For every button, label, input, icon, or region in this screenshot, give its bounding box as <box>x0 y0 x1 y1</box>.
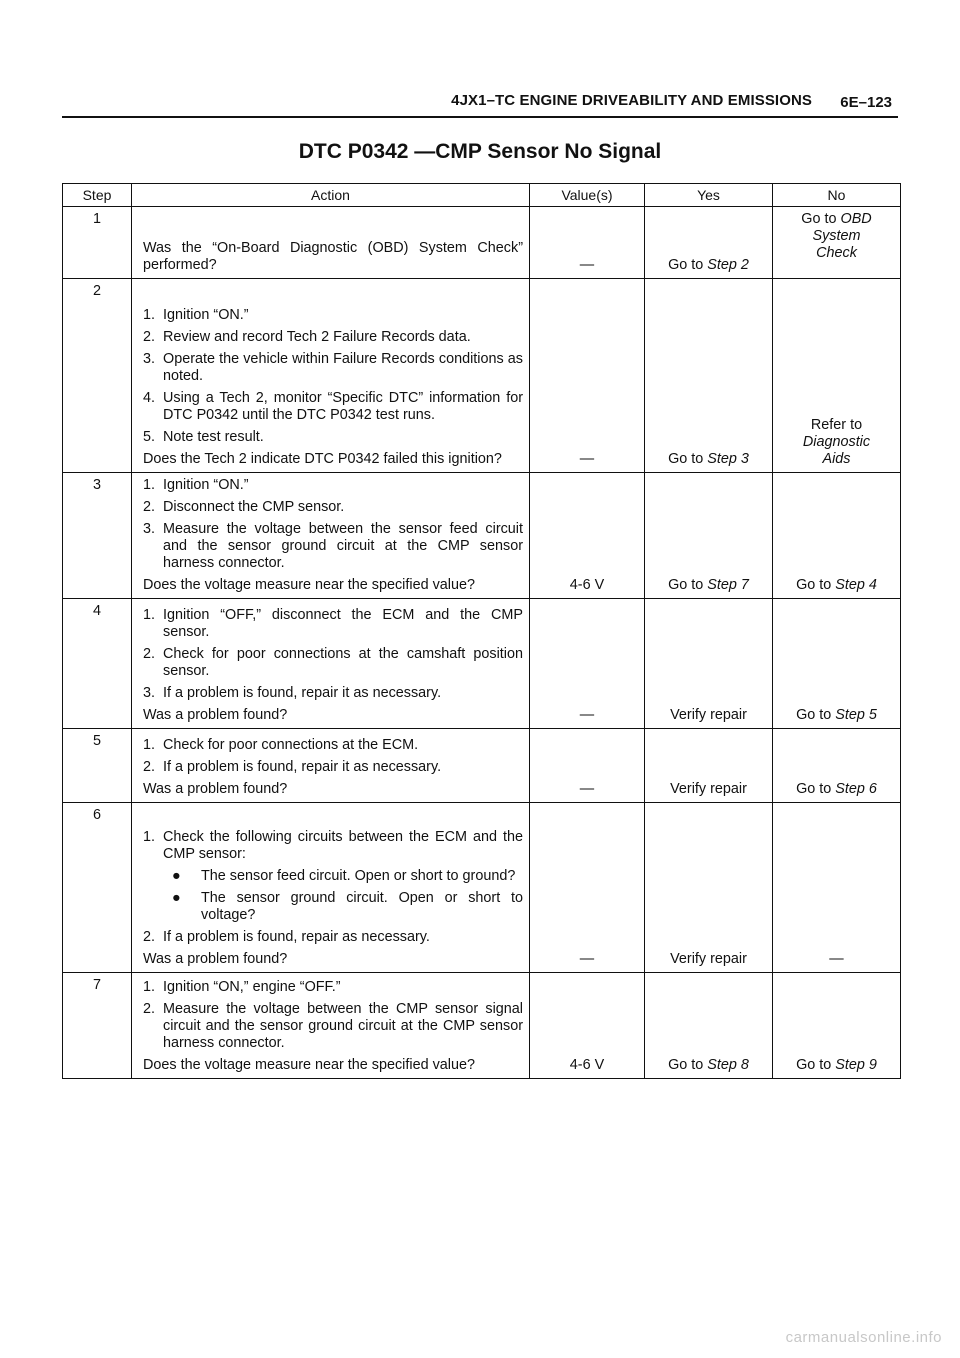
action-cell <box>132 279 530 473</box>
item-number: 1. <box>143 979 156 995</box>
section-title: 4JX1–TC ENGINE DRIVEABILITY AND EMISSIONS <box>451 92 812 109</box>
yes-text: Go to <box>668 451 708 467</box>
item-text: Review and record Tech 2 Failure Records data. <box>163 329 471 345</box>
action-step-item <box>143 521 523 572</box>
header-step: Step <box>63 184 132 207</box>
action-question: Was a problem found? <box>143 781 288 797</box>
yes-cell <box>645 207 773 279</box>
item-number: 1. <box>143 737 156 753</box>
no-text: — <box>829 951 844 967</box>
no-text: Go to <box>796 707 836 723</box>
item-number: 2. <box>143 646 156 662</box>
item-text: Note test result. <box>163 429 264 445</box>
item-number: 2. <box>143 929 156 945</box>
action-step-item <box>143 390 523 424</box>
action-step-item <box>143 499 523 516</box>
item-text: Check for poor connections at the camshaft position sensor. <box>163 646 523 679</box>
bullet-icon: ● <box>172 890 181 906</box>
action-step-item <box>143 307 523 324</box>
table-row <box>63 803 901 973</box>
item-number: 3. <box>143 351 156 367</box>
no-cell <box>773 279 901 473</box>
no-text: Go to <box>796 1057 836 1073</box>
no-link-text: Step 5 <box>835 707 877 723</box>
no-cell <box>773 473 901 599</box>
value-cell: — <box>530 729 645 803</box>
item-number: 1. <box>143 829 156 845</box>
action-cell <box>132 207 530 279</box>
action-step-item <box>143 351 523 385</box>
yes-cell <box>645 473 773 599</box>
item-text: Ignition “ON,” engine “OFF.” <box>163 979 341 995</box>
no-link-text: Step 6 <box>835 781 877 797</box>
bullet-icon: ● <box>172 868 181 884</box>
page-title: DTC P0342 —CMP Sensor No Signal <box>298 140 662 163</box>
value-cell: 4-6 V <box>530 973 645 1079</box>
step-number: 6 <box>63 803 132 973</box>
yes-text: Verify repair <box>670 781 747 797</box>
step-number: 4 <box>63 599 132 729</box>
no-cell <box>773 803 901 973</box>
yes-link-text: Step 8 <box>707 1057 749 1073</box>
step-number: 1 <box>63 207 132 279</box>
watermark: carmanualsonline.info <box>785 1329 942 1346</box>
no-cell <box>773 973 901 1079</box>
item-number: 2. <box>143 329 156 345</box>
table-row <box>63 207 901 279</box>
yes-cell <box>645 973 773 1079</box>
yes-link-text: Step 2 <box>707 257 749 273</box>
diagnostic-table <box>62 183 901 1079</box>
header-value: Value(s) <box>530 184 645 207</box>
item-text: Operate the vehicle within Failure Records conditions as noted. <box>163 351 523 384</box>
action-question: Was the “On-Board Diagnostic (OBD) System Check” performed? <box>143 240 523 273</box>
step-number: 7 <box>63 973 132 1079</box>
no-text: Go to <box>796 577 836 593</box>
step-number: 5 <box>63 729 132 803</box>
no-link-text: OBD System Check <box>812 211 872 261</box>
no-cell <box>773 207 901 279</box>
no-link-text: Step 9 <box>835 1057 877 1073</box>
action-step-item <box>143 759 523 776</box>
item-text: Check for poor connections at the ECM. <box>163 737 419 753</box>
action-step-item <box>143 929 523 946</box>
action-step-item <box>143 1001 523 1052</box>
no-text: Go to <box>796 781 836 797</box>
action-step-item <box>143 646 523 680</box>
action-step-item <box>143 429 523 446</box>
yes-text: Verify repair <box>670 707 747 723</box>
item-text: The sensor feed circuit. Open or short to ground? <box>201 868 516 884</box>
action-question: Does the voltage measure near the specified value? <box>143 577 475 593</box>
item-number: 1. <box>143 307 156 323</box>
yes-cell <box>645 729 773 803</box>
table-body <box>63 207 901 1079</box>
table-header-row <box>63 184 901 207</box>
item-text: Check the following circuits between the ECM and the CMP sensor: <box>163 829 523 862</box>
item-text: Ignition “OFF,” disconnect the ECM and the CMP sensor. <box>163 607 523 640</box>
header-no: No <box>773 184 901 207</box>
header-yes: Yes <box>645 184 773 207</box>
yes-text: Go to <box>668 257 708 273</box>
value-cell: — <box>530 599 645 729</box>
action-step-item <box>143 979 523 996</box>
table-row <box>63 599 901 729</box>
item-number: 2. <box>143 1001 156 1017</box>
no-cell <box>773 729 901 803</box>
yes-link-text: Step 3 <box>707 451 749 467</box>
yes-link-text: Step 7 <box>707 577 749 593</box>
yes-text: Go to <box>668 1057 708 1073</box>
item-number: 5. <box>143 429 156 445</box>
table-row <box>63 973 901 1079</box>
item-text: If a problem is found, repair it as necessary. <box>163 759 442 775</box>
no-link-text: Step 4 <box>835 577 877 593</box>
action-step-item <box>143 685 523 702</box>
action-question: Was a problem found? <box>143 951 288 967</box>
item-number: 1. <box>143 477 156 493</box>
yes-text: Go to <box>668 577 708 593</box>
action-cell <box>132 803 530 973</box>
item-text: The sensor ground circuit. Open or short to voltage? <box>201 890 523 923</box>
item-text: Disconnect the CMP sensor. <box>163 499 345 515</box>
item-text: Ignition “ON.” <box>163 477 249 493</box>
page-number: 6E–123 <box>840 94 892 111</box>
no-text: Refer to <box>810 417 863 433</box>
value-cell: — <box>530 207 645 279</box>
item-text: If a problem is found, repair it as necessary. <box>163 685 442 701</box>
item-number: 3. <box>143 685 156 701</box>
action-step-item <box>143 829 523 863</box>
table-row <box>63 279 901 473</box>
yes-cell <box>645 279 773 473</box>
step-number: 2 <box>63 279 132 473</box>
yes-cell <box>645 599 773 729</box>
action-cell <box>132 973 530 1079</box>
value-cell: — <box>530 279 645 473</box>
action-step-item <box>143 737 523 754</box>
no-cell <box>773 599 901 729</box>
bullet-item <box>143 868 523 885</box>
table-row <box>63 729 901 803</box>
item-number: 4. <box>143 390 156 406</box>
action-cell <box>132 729 530 803</box>
action-step-item <box>143 607 523 641</box>
item-text: Measure the voltage between the sensor feed circuit and the sensor ground circuit at the CMP sensor harness connector. <box>163 521 523 571</box>
page-header <box>62 90 898 118</box>
item-text: If a problem is found, repair as necessary. <box>163 929 430 945</box>
action-question: Was a problem found? <box>143 707 288 723</box>
no-link-text: Diagnostic Aids <box>802 434 871 467</box>
header-action: Action <box>132 184 530 207</box>
item-number: 1. <box>143 607 156 623</box>
action-question: Does the voltage measure near the specified value? <box>143 1057 475 1073</box>
action-question: Does the Tech 2 indicate DTC P0342 failed this ignition? <box>143 451 502 467</box>
item-number: 3. <box>143 521 156 537</box>
item-text: Measure the voltage between the CMP sensor signal circuit and the sensor ground circuit at the CMP sensor harness connector. <box>163 1001 523 1051</box>
value-cell: 4-6 V <box>530 473 645 599</box>
action-cell <box>132 473 530 599</box>
step-number: 3 <box>63 473 132 599</box>
action-step-item <box>143 329 523 346</box>
action-cell <box>132 599 530 729</box>
item-number: 2. <box>143 499 156 515</box>
item-text: Ignition “ON.” <box>163 307 249 323</box>
no-text: Go to <box>801 211 841 227</box>
item-text: Using a Tech 2, monitor “Specific DTC” information for DTC P0342 until the DTC P0342 test runs. <box>163 390 523 423</box>
value-cell: — <box>530 803 645 973</box>
bullet-item <box>143 890 523 924</box>
item-number: 2. <box>143 759 156 775</box>
yes-cell <box>645 803 773 973</box>
yes-text: Verify repair <box>670 951 747 967</box>
table-row <box>63 473 901 599</box>
action-step-item <box>143 477 523 494</box>
